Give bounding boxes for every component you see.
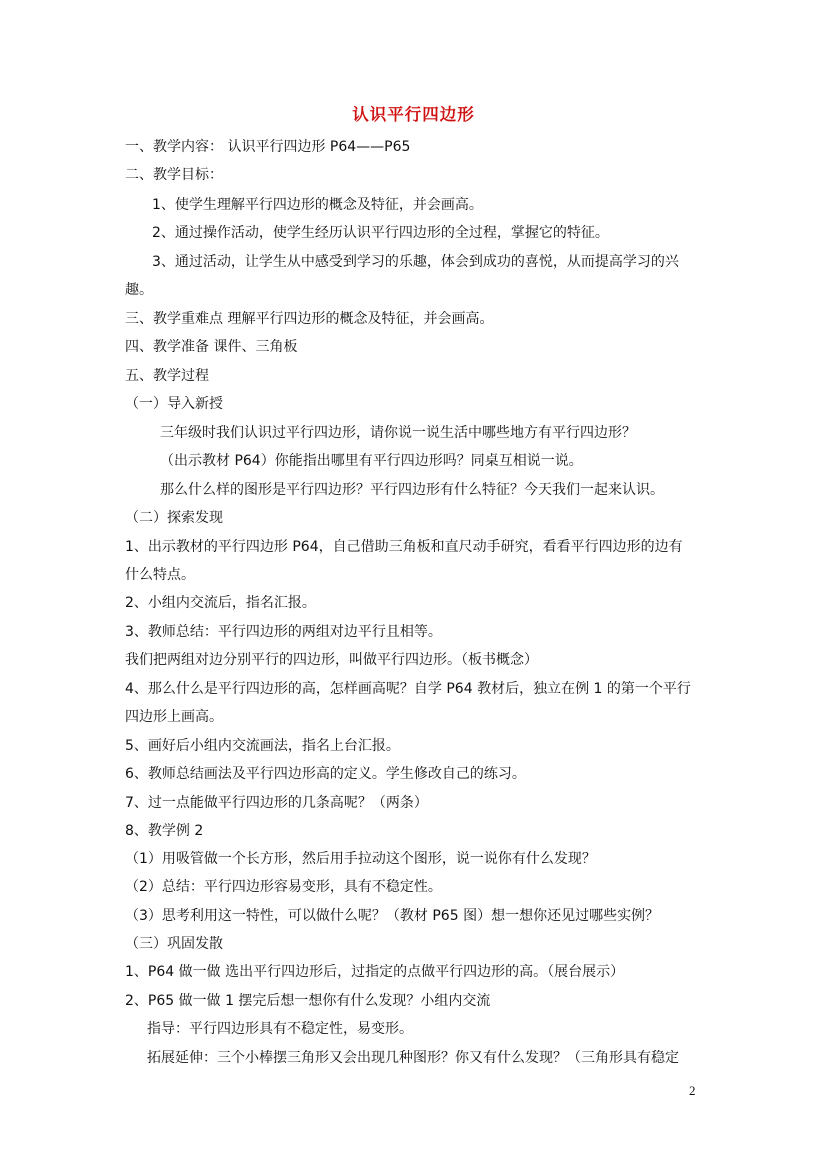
line-24: 7、过一点能做平行四边形的几条高呢？（两条） xyxy=(125,795,428,811)
line-18: 3、教师总结：平行四边形的两组对边平行且相等。 xyxy=(125,624,442,640)
line-9: 五、教学过程 xyxy=(125,368,209,384)
line-17: 2、小组内交流后，指名汇报。 xyxy=(125,595,316,611)
line-33: 拓展延伸：三个小棒摆三角形又会出现几种图形？你又有什么发现？（三角形具有稳定 xyxy=(147,1050,679,1066)
line-4: 2、通过操作活动，使学生经历认识平行四边形的全过程，掌握它的特征。 xyxy=(152,225,609,241)
line-25: 8、教学例 2 xyxy=(125,823,204,839)
line-32: 指导：平行四边形具有不稳定性，易变形。 xyxy=(147,1021,413,1037)
line-31: 2、P65 做一做 1 摆完后想一想你有什么发现？小组内交流 xyxy=(125,993,491,1009)
line-14: （二）探索发现 xyxy=(125,510,223,526)
line-12: （出示教材 P64）你能指出哪里有平行四边形吗？同桌互相说一说。 xyxy=(160,453,583,469)
line-27: （2）总结：平行四边形容易变形，具有不稳定性。 xyxy=(125,879,442,895)
document-title: 认识平行四边形 xyxy=(352,105,475,124)
line-19: 我们把两组对边分别平行的四边形，叫做平行四边形。（板书概念） xyxy=(125,652,538,668)
line-11: 三年级时我们认识过平行四边形，请你说一说生活中哪些地方有平行四边形？ xyxy=(160,425,636,441)
line-20: 4、那么什么是平行四边形的高，怎样画高呢？自学 P64 教材后，独立在例 1 的第一个平行 xyxy=(125,681,691,697)
line-6: 趣。 xyxy=(125,282,153,298)
line-21: 四边形上画高。 xyxy=(125,709,223,725)
line-29: （三）巩固发散 xyxy=(125,936,223,952)
line-10: （一）导入新授 xyxy=(125,396,223,412)
line-13: 那么什么样的图形是平行四边形？平行四边形有什么特征？今天我们一起来认识。 xyxy=(160,482,664,498)
line-1: 一、教学内容： 认识平行四边形 P64——P65 xyxy=(125,139,411,155)
line-5: 3、通过活动，让学生从中感受到学习的乐趣，体会到成功的喜悦，从而提高学习的兴 xyxy=(152,254,679,270)
line-30: 1、P64 做一做 选出平行四边形后，过指定的点做平行四边形的高。（展台展示） xyxy=(125,964,625,980)
page-number: 2 xyxy=(689,1083,696,1098)
line-8: 四、教学准备 课件、三角板 xyxy=(125,339,298,355)
line-15: 1、出示教材的平行四边形 P64，自己借助三角板和直尺动手研究，看看平行四边形的边有 xyxy=(125,539,683,555)
line-3: 1、使学生理解平行四边形的概念及特征，并会画高。 xyxy=(152,197,483,213)
line-7: 三、教学重难点 理解平行四边形的概念及特征，并会画高。 xyxy=(125,311,494,327)
line-16: 什么特点。 xyxy=(125,567,195,583)
line-28: （3）思考利用这一特性，可以做什么呢？（教材 P65 图）想一想你还见过哪些实例？ xyxy=(125,908,660,924)
line-22: 5、画好后小组内交流画法，指名上台汇报。 xyxy=(125,738,400,754)
line-23: 6、教师总结画法及平行四边形高的定义。学生修改自己的练习。 xyxy=(125,766,526,782)
line-2: 二、教学目标： xyxy=(125,167,223,183)
line-26: （1）用吸管做一个长方形，然后用手拉动这个图形，说一说你有什么发现？ xyxy=(125,851,596,867)
